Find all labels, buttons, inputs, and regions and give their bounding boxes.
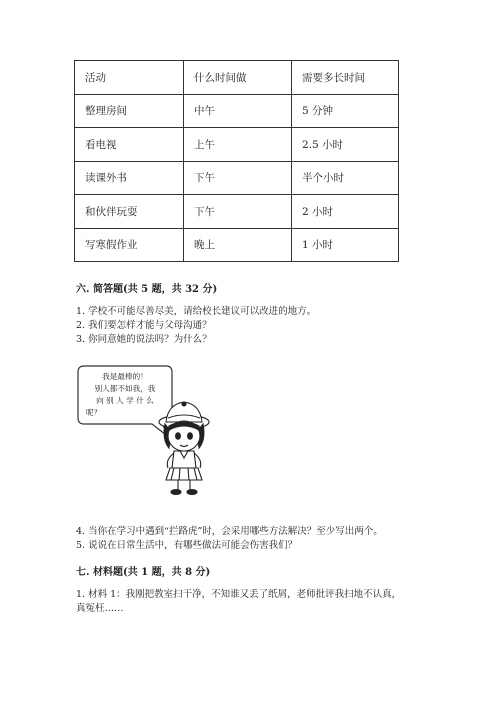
girl-speech-bubble-illustration <box>74 362 224 502</box>
table-cell: 2.5 小时 <box>292 128 399 162</box>
table-cell: 晚上 <box>184 228 292 262</box>
bubble-text-line: 我是最棒的！ <box>102 372 148 381</box>
table-header-cell: 活动 <box>75 61 184 95</box>
table-row <box>75 94 399 128</box>
table-cell: 下午 <box>184 195 292 229</box>
bubble-text-line: 呢？ <box>86 408 102 417</box>
bubble-text-line: 别人都不如我，我 <box>94 384 156 393</box>
table-header-cell: 什么时间做 <box>184 61 292 95</box>
question-3: 3. 你同意她的说法吗？为什么？ <box>76 334 212 345</box>
table-cell: 2 小时 <box>292 195 399 229</box>
bubble-text-line: 向 别 人 学 什 么 <box>96 396 154 405</box>
material-question-1: 1. 材料 1：我刚把教室扫干净，不知谁又丢了纸屑，老师批评我扫地不认真， <box>76 589 402 600</box>
table-cell: 看电视 <box>75 128 184 162</box>
material-question-1-continued: 真冤枉…… <box>76 603 124 614</box>
question-1: 1. 学校不可能尽善尽美，请给校长建议可以改进的地方。 <box>76 306 317 317</box>
question-4: 4. 当你在学习中遇到“拦路虎”时，会采用哪些方法解决？至少写出两个。 <box>76 526 383 537</box>
table-cell: 5 分钟 <box>292 94 399 128</box>
table-cell: 1 小时 <box>292 228 399 262</box>
question-2: 2. 我们要怎样才能与父母沟通？ <box>76 320 212 331</box>
table-cell: 中午 <box>184 94 292 128</box>
table-cell: 和伙伴玩耍 <box>75 195 184 229</box>
table-row <box>75 128 399 162</box>
table-cell: 读课外书 <box>75 161 184 195</box>
table-header-cell: 需要多长时间 <box>292 61 399 95</box>
section-7-title: 七. 材料题(共 1 题，共 8 分) <box>76 567 211 578</box>
table-row <box>75 195 399 229</box>
table-cell: 下午 <box>184 161 292 195</box>
table-row <box>75 161 399 195</box>
section-6-title: 六. 简答题(共 5 题，共 32 分) <box>76 284 218 295</box>
question-5: 5. 说说在日常生活中，有哪些做法可能会伤害我们？ <box>76 540 298 551</box>
table-cell: 整理房间 <box>75 94 184 128</box>
activity-schedule-table <box>74 60 399 262</box>
table-row <box>75 228 399 262</box>
table-cell: 上午 <box>184 128 292 162</box>
table-cell: 写寒假作业 <box>75 228 184 262</box>
table-header-row <box>75 61 399 95</box>
table-cell: 半个小时 <box>292 161 399 195</box>
